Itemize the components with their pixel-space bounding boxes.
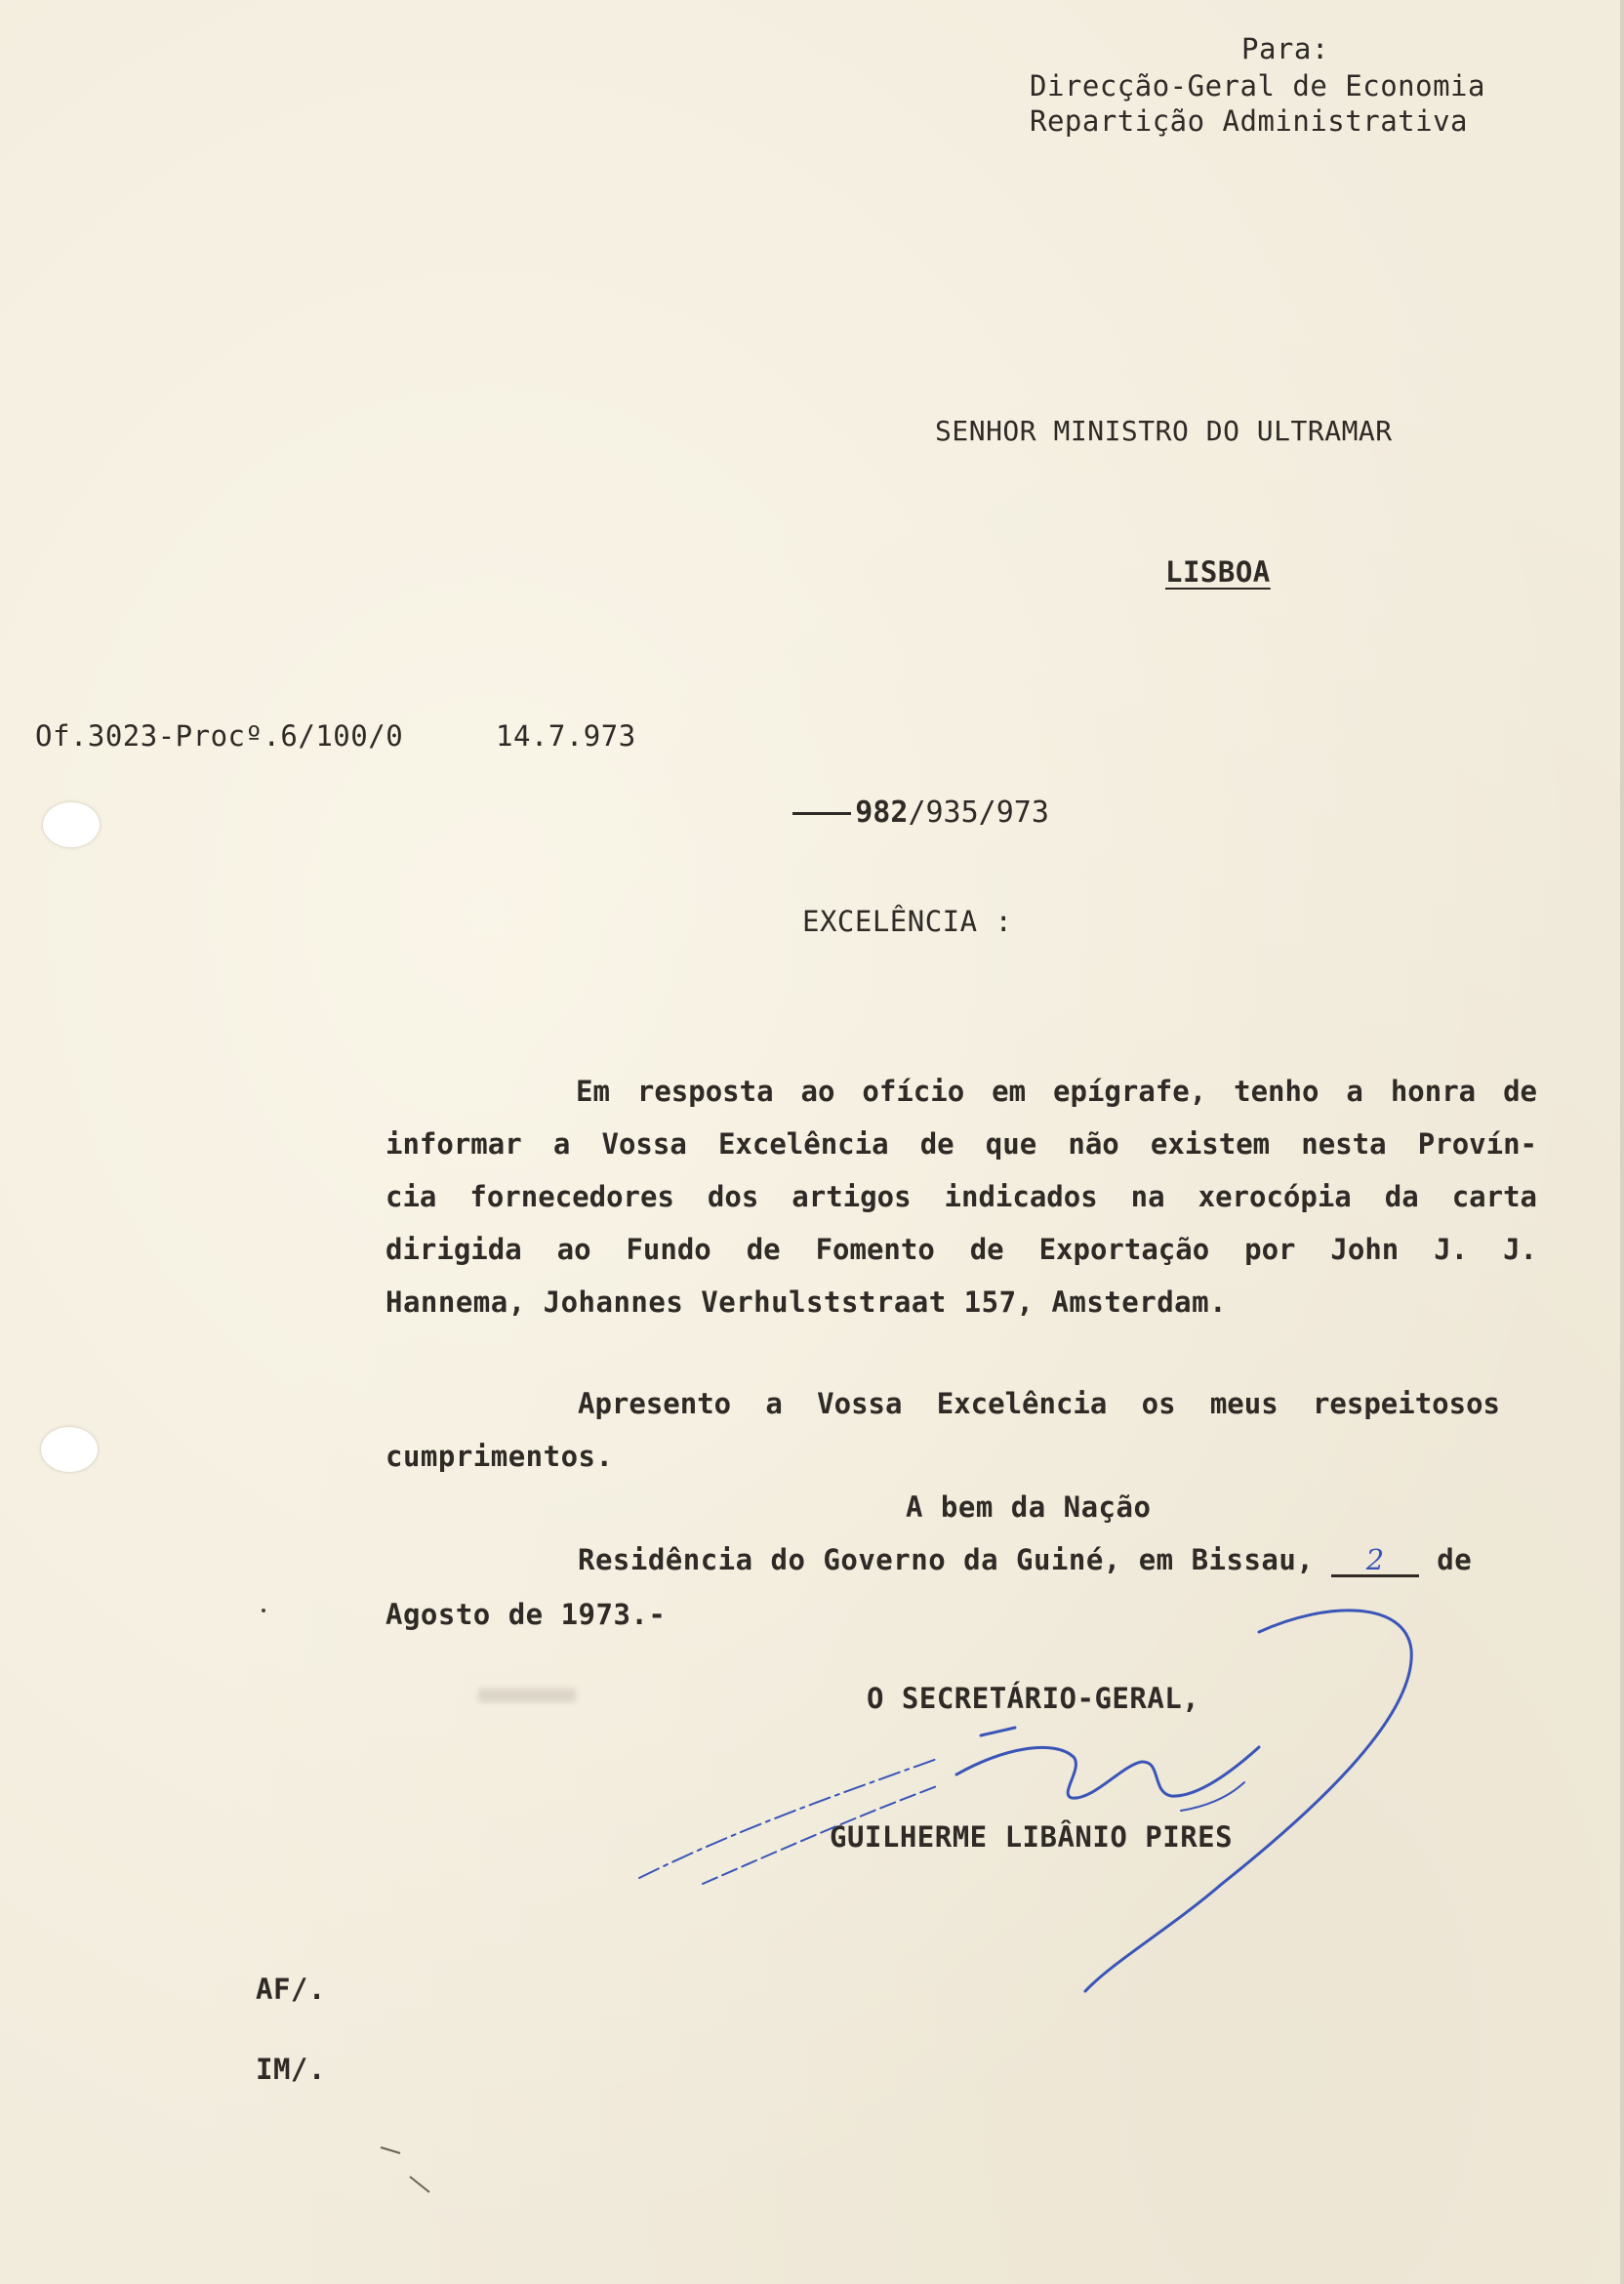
footer-initials-1: AF/.	[256, 1973, 326, 2006]
footer-initials-2: IM/.	[256, 2053, 326, 2086]
recipient-city: LISBOA	[1165, 555, 1271, 589]
number-suffix: /935/973	[908, 795, 1049, 830]
para-label: Para:	[1241, 32, 1329, 65]
closing-motto: A bem da Nação	[906, 1490, 1152, 1524]
signatory-name: GUILHERME LIBÂNIO PIRES	[830, 1820, 1234, 1854]
outgoing-number	[722, 761, 1049, 864]
recipient-title: SENHOR MINISTRO DO ULTRAMAR	[935, 415, 1393, 447]
body-line-7: cumprimentos.	[386, 1440, 614, 1473]
body-line-2: informar a Vossa Excelência de que não existem nesta Provín-	[386, 1127, 1537, 1161]
stray-dot	[262, 1609, 265, 1612]
body-line-1: Em resposta ao ofício em epígrafe, tenho a honra de	[576, 1075, 1537, 1108]
closing-place-line	[578, 1543, 1473, 1577]
addressee-line-2: Repartição Administrativa	[1030, 104, 1468, 138]
signature-stroke-loop	[956, 1747, 1259, 1798]
punch-hole-top	[43, 802, 100, 847]
handwritten-day: 2	[1331, 1546, 1419, 1577]
stray-mark	[371, 2128, 449, 2206]
signatory-role: O SECRETÁRIO-GERAL,	[867, 1682, 1200, 1715]
ink-smudge	[478, 1689, 576, 1702]
signature-stroke-tick	[981, 1728, 1015, 1735]
oficio-reference: Of.3023-Procº.6/100/0	[35, 719, 404, 753]
page-edge	[1620, 0, 1624, 2284]
addressee-line-1: Direcção-Geral de Economia	[1030, 69, 1485, 102]
body-line-6: Apresento a Vossa Excelência os meus respeitosos	[578, 1387, 1500, 1420]
oficio-date: 14.7.973	[496, 719, 636, 753]
body-line-4: dirigida ao Fundo de Fomento de Exportação por John J. J.	[386, 1233, 1537, 1266]
number-rule	[792, 812, 851, 815]
closing-date-line: Agosto de 1973.-	[386, 1598, 667, 1631]
punch-hole-bottom	[41, 1427, 98, 1472]
signature-stroke-hook	[1181, 1782, 1244, 1811]
body-line-3: cia fornecedores dos artigos indicados na xerocópia da carta	[386, 1180, 1537, 1213]
place-text-end: de	[1437, 1543, 1473, 1576]
signature-stroke-main	[1085, 1611, 1411, 1991]
signature-stroke-dash-1	[639, 1759, 937, 1878]
salutation: EXCELÊNCIA :	[802, 905, 1013, 938]
place-text: Residência do Governo da Guiné, em Bissau,	[578, 1543, 1315, 1576]
number-prefix: 982	[855, 795, 909, 830]
body-line-5: Hannema, Johannes Verhulststraat 157, Amsterdam.	[386, 1285, 1228, 1319]
